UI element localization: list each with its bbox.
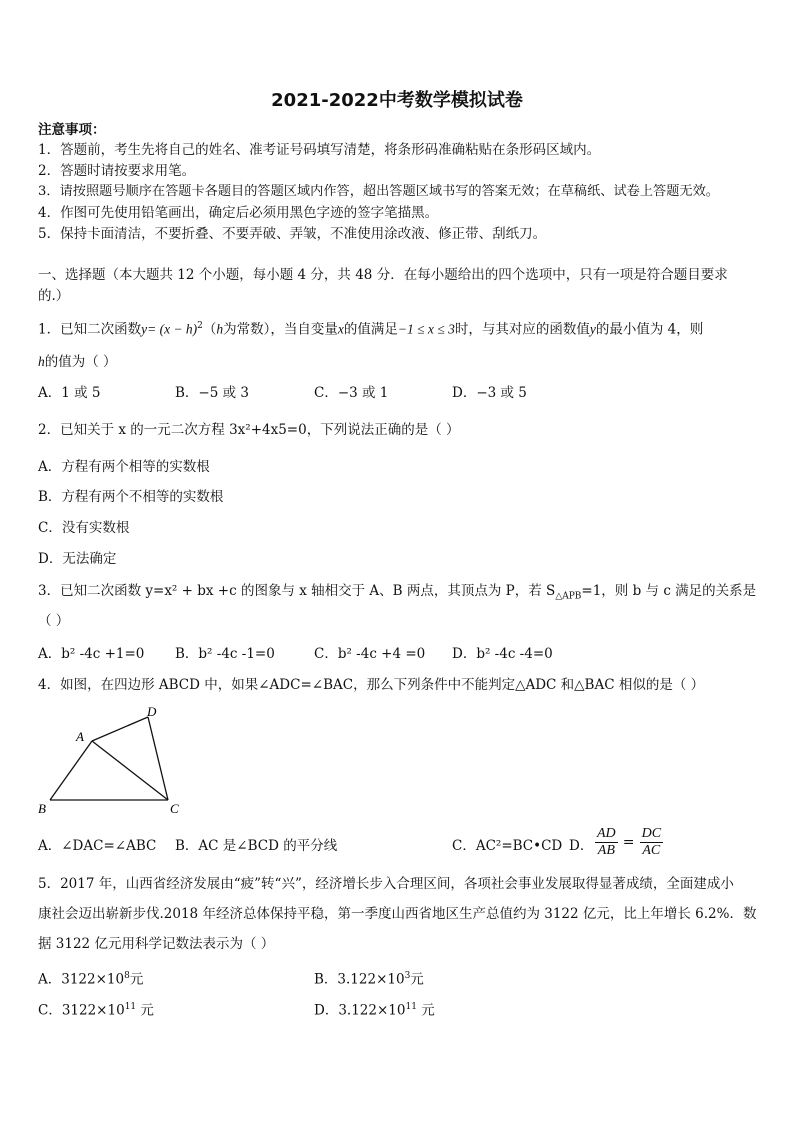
q4-option-a: A．∠DAC=∠ABC	[38, 838, 157, 854]
q3-option-d: D．b² -4c -4=0	[452, 646, 553, 662]
label-b: B	[38, 801, 46, 816]
q2-option-d: D．无法确定	[38, 551, 117, 567]
q5-option-c: C．$3122\times 10^{11}$ 元	[38, 1002, 154, 1019]
label-c: C	[170, 801, 179, 816]
notice-heading: 注意事项：	[38, 122, 106, 138]
notice-item: 2．答题时请按要求用笔。	[38, 163, 196, 179]
label-d: D	[147, 704, 157, 719]
page-title: 2021-2022中考数学模拟试卷	[271, 90, 523, 111]
q1-option-b: B．−5 或 3	[175, 385, 249, 401]
q4-option-c: C．AC²=BC•CD	[452, 838, 563, 854]
q2-option-a: A．方程有两个相等的实数根	[38, 459, 210, 475]
q1-option-d: D．−3 或 5	[452, 385, 527, 401]
question-5-stem-cont: 康社会迈出崭新步伐.2018 年经济总体保持平稳，第一季度山西省地区生产总值约为 3122 亿元，比上年增长 6.2%．数	[38, 906, 757, 922]
quadrilateral-figure	[36, 704, 186, 818]
question-4-stem: 4．如图，在四边形 ABCD 中，如果∠ADC=∠BAC，那么下列条件中不能判定△ADC 和△BAC 相似的是（ ）	[38, 677, 705, 693]
q4-option-b: B．AC 是∠BCD 的平分线	[175, 838, 338, 854]
question-3-stem: 3．已知二次函数 y=x² + bx +c 的图象与 x 轴相交于 A、B 两点，其顶点为 P，若 $S_{\triangle APB}=1$，则 b 与 c 满足的关系是	[38, 583, 757, 602]
question-5-stem-end: 据 3122 亿元用科学记数法表示为（ ）	[38, 936, 275, 952]
notice-item: 3．请按照题号顺序在答题卡各题目的答题区域内作答，超出答题区域书写的答案无效；在草稿纸、试卷上答题无效。	[38, 184, 719, 199]
notice-item: 4．作图可先使用铅笔画出，确定后必须用黑色字迹的签字笔描黑。	[38, 205, 439, 221]
edge-ad	[92, 717, 148, 741]
question-2-stem: 2．已知关于 x 的一元二次方程 3x²+4x5=0，下列说法正确的是（ ）	[38, 422, 460, 438]
q3-option-a: A．b² -4c +1=0	[38, 646, 145, 662]
notice-item: 1．答题前，考生先将自己的姓名、准考证号码填写清楚，将条形码准确粘贴在条形码区域内。	[38, 142, 601, 158]
q4-option-d-fraction: $\frac{AD}{AB}$ = $\frac{DC}{AC}$	[597, 826, 662, 858]
q3-option-b: B．b² -4c -1=0	[175, 646, 275, 662]
q1-option-c: C．−3 或 1	[314, 385, 389, 401]
q3-option-c: C．b² -4c +4 =0	[314, 646, 426, 662]
q1-option-a: A．1 或 5	[38, 385, 101, 401]
question-5-stem: 5．2017 年，山西省经济发展由“疲”转“兴”，经济增长步入合理区间，各项社会事业发展取得显著成绩，全面建成小	[38, 876, 734, 892]
edge-ac	[92, 741, 168, 800]
notice-item: 5．保持卡面清洁，不要折叠、不要弄破、弄皱，不准使用涂改液、修正带、刮纸刀。	[38, 226, 547, 242]
question-1-stem: 1．已知二次函数$y= (x - h)^2(h$为常数），当自变量x的值满足−1 ≤ x ≤ 3时，与其对应的函数值y的最小值为 4，则	[38, 321, 704, 338]
q5-option-b: B．$3.122\times 10^3$元	[314, 971, 424, 988]
section-heading: 一、选择题（本大题共 12 个小题，每小题 4 分，共 48 分．在每小题给出的四个选项中，只有一项是符合题目要求	[38, 267, 728, 283]
q4-option-d: D．	[569, 838, 594, 854]
q2-option-c: C．没有实数根	[38, 520, 130, 536]
q2-option-b: B．方程有两个不相等的实数根	[38, 489, 224, 505]
edge-ba	[50, 741, 92, 800]
label-a: A	[76, 729, 84, 744]
section-heading-cont: 的.）	[38, 288, 70, 304]
question-1-stem-cont: h的值为（ ）	[38, 354, 117, 370]
q5-option-d: D．$3.122\times 10^{11}$ 元	[314, 1002, 435, 1019]
question-3-paren: （ ）	[38, 613, 70, 629]
q5-option-a: A．$3122\times 10^8$元	[38, 971, 144, 988]
